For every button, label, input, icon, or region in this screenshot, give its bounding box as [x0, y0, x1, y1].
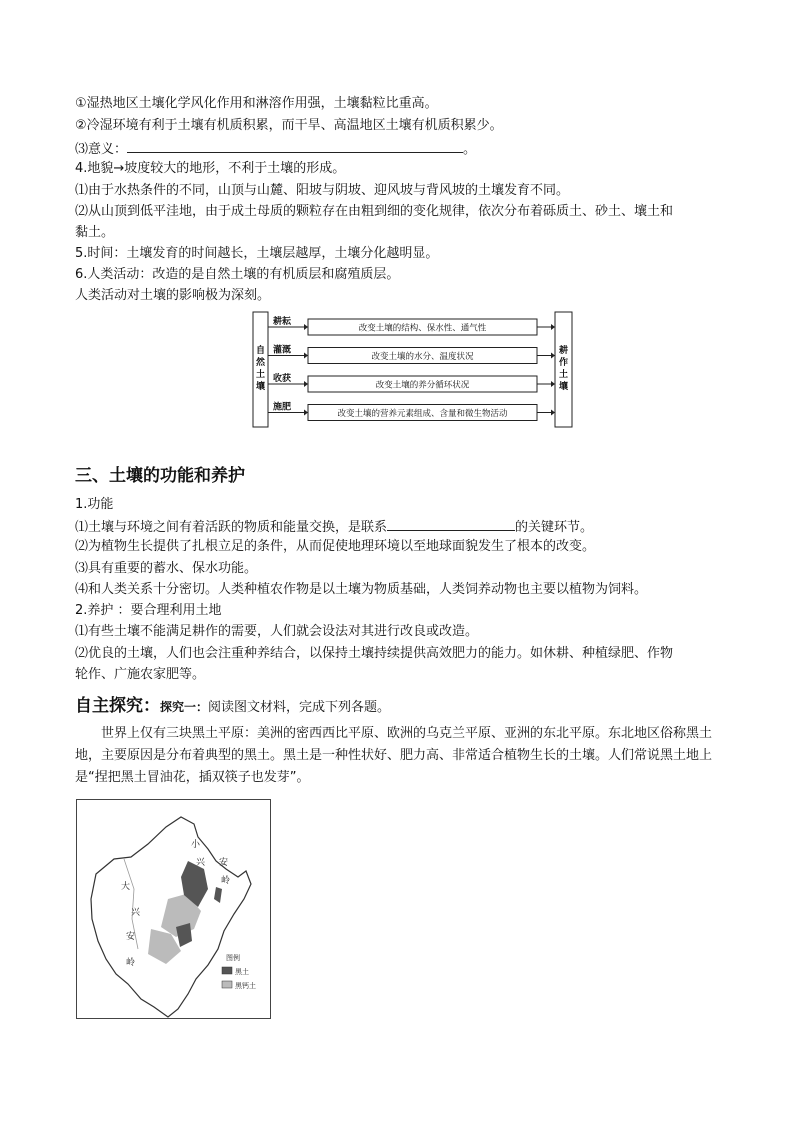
map-place-label: 小 [191, 840, 201, 850]
diagram-action-label: 耕耘 [273, 317, 292, 327]
cultivated-soil-char: 壤 [558, 382, 569, 392]
function-1-prefix: ⑴土壤与环境之间有着活跃的物质和能量交换，是联系 [75, 520, 388, 535]
inquiry-sub: 探究一： [160, 700, 209, 714]
map-place-label: 安 [219, 858, 229, 868]
natural-soil-char: 壤 [255, 382, 266, 392]
diagram-arrow-head [551, 410, 555, 416]
legend-title: 图例 [226, 954, 240, 962]
diagram-action-label: 收获 [273, 374, 292, 384]
diagram-arrow-head [304, 353, 308, 359]
northeast-soil-map [76, 799, 271, 1019]
cultivated-soil-char: 土 [558, 370, 569, 380]
natural-soil-char: 土 [255, 370, 266, 380]
inquiry-paragraph: 世界上仅有三块黑土平原：美洲的密西西比平原、欧洲的乌克兰平原、亚洲的东北平原。东北地区俗称黑土地，主要原因是分布着典型的黑土。黑土是一种性状好、肥力高、非常适合植物生长的土壤。人们常说黑土地上是“捏把黑土冒油花，插双筷子也发芽”。 [75, 726, 713, 785]
significance-prefix: ⑶意义： [75, 142, 128, 157]
text-line-5: 黏土。 [75, 225, 115, 240]
diagram-arrow-head [304, 410, 308, 416]
natural-soil-char: 自 [255, 346, 266, 356]
map-place-label: 岭 [126, 958, 136, 968]
diagram-action-label: 灌溉 [273, 345, 292, 356]
significance-blank[interactable] [127, 139, 463, 153]
diagram-arrow-head [551, 381, 555, 387]
function-1 [75, 517, 593, 537]
diagram-arrow-head [304, 324, 308, 330]
text-line-human: 6.人类活动：改造的是自然土壤的有机质层和腐殖质层。 [75, 267, 400, 282]
text-line-2: ②冷湿环境有利于土壤有机质积累，而干旱、高温地区土壤有机质积累少。 [75, 118, 503, 133]
map-place-label: 兴 [196, 858, 206, 868]
text-line-landform: 4.地貌→坡度较大的地形，不利于土壤的形成。 [75, 161, 346, 176]
diagram-effect-label: 改变土壤的营养元素组成、含量和微生物活动 [337, 409, 508, 419]
diagram-arrow-head [304, 381, 308, 387]
map-place-label: 岭 [221, 876, 231, 886]
text-line-4: ⑵从山顶到低平洼地，由于成土母质的颗粒存在由粗到细的变化规律，依次分布着砾质土、砂土、壤土和 [75, 204, 674, 219]
significance-line [75, 139, 476, 159]
function-1-suffix: 的关键环节。 [515, 520, 594, 535]
human-activity-diagram [252, 311, 574, 429]
function-title: 1.功能 [75, 497, 114, 512]
diagram-effect-label: 改变土壤的水分、温度状况 [371, 352, 474, 362]
map-place-label: 安 [126, 932, 136, 942]
care-2b: 轮作、广施农家肥等。 [75, 667, 206, 682]
map-place-label: 兴 [131, 908, 141, 918]
legend-swatch-chernozem [222, 981, 232, 988]
function-4: ⑷和人类关系十分密切。人类种植农作物是以土壤为物质基础，人类饲养动物也主要以植物为饲料。 [75, 582, 648, 597]
inquiry-title: 自主探究： [75, 696, 160, 716]
text-line-3: ⑴由于水热条件的不同，山顶与山麓、阳坡与阴坡、迎风坡与背风坡的土壤发育不同。 [75, 183, 570, 198]
diagram-effect-label: 改变土壤的养分循环状况 [375, 380, 470, 391]
function-2: ⑵为植物生长提供了扎根立足的条件，从而促使地理环境以至地球面貌发生了根本的改变。 [75, 539, 596, 554]
text-line-1: ①湿热地区土壤化学风化作用和淋溶作用强，土壤黏粒比重高。 [75, 96, 438, 111]
function-3: ⑶具有重要的蓄水、保水功能。 [75, 561, 258, 576]
cultivated-soil-char: 作 [558, 358, 569, 368]
cultivated-soil-char: 耕 [558, 346, 569, 356]
care-2a: ⑵优良的土壤，人们也会注重种养结合，以保持土壤持续提供高效肥力的能力。如休耕、种植绿肥、作物 [75, 646, 674, 661]
inquiry-instruction: 阅读图文材料，完成下列各题。 [208, 700, 391, 715]
map-place-label: 大 [121, 882, 131, 892]
legend-label-black-soil: 黑土 [235, 968, 249, 976]
inquiry-header [75, 697, 390, 717]
legend-swatch-black-soil [222, 967, 232, 974]
legend-label-chernozem: 黑钙土 [235, 982, 256, 990]
section-three-heading: 三、土壤的功能和养护 [75, 466, 245, 486]
function-1-blank[interactable] [387, 517, 515, 531]
diagram-arrow-head [551, 353, 555, 359]
diagram-arrow-head [551, 324, 555, 330]
text-line-time: 5.时间：土壤发育的时间越长，土壤层越厚，土壤分化越明显。 [75, 246, 439, 261]
diagram-effect-label: 改变土壤的结构、保水性、通气性 [358, 323, 487, 334]
significance-suffix: 。 [463, 142, 477, 157]
care-title: 2.养护 ：要合理利用土地 [75, 603, 222, 618]
natural-soil-char: 然 [255, 358, 266, 368]
care-1: ⑴有些土壤不能满足耕作的需要，人们就会设法对其进行改良或改造。 [75, 624, 479, 639]
text-line-human-impact: 人类活动对土壤的影响极为深刻。 [75, 288, 271, 303]
diagram-action-label: 施肥 [273, 402, 292, 413]
